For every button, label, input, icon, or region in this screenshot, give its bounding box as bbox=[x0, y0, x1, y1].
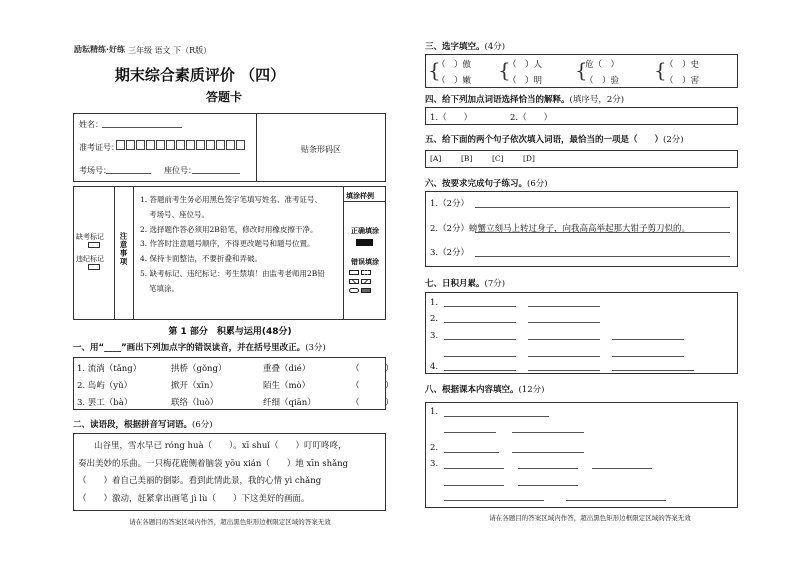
q3-score: (4分) bbox=[484, 42, 506, 52]
answer-line[interactable] bbox=[528, 356, 600, 357]
right-footer: 请在各题目的答案区域内作答，超出黑色矩形边框限定区域的答案无效 bbox=[489, 514, 691, 522]
answer-line[interactable] bbox=[475, 207, 730, 208]
q3-title: 三、选字填空。 bbox=[425, 42, 485, 52]
wrong-fill-samples bbox=[349, 268, 385, 295]
q5-options bbox=[430, 154, 535, 163]
note-item: 1. 答题前考生务必用黑色签字笔填写姓名、准考证号、 bbox=[140, 195, 323, 204]
q8-heading bbox=[425, 383, 544, 395]
q6-heading bbox=[425, 177, 548, 189]
q8-num: 1. bbox=[430, 407, 439, 417]
grade-label: 三年级 语文 下（R版） bbox=[128, 46, 212, 55]
seat-label: 座位号： bbox=[164, 166, 196, 175]
q7-num: 4. bbox=[430, 362, 439, 372]
answer-line[interactable] bbox=[444, 500, 544, 501]
brand-text: 励耘精练·好练 bbox=[74, 45, 126, 54]
q8-answer-box bbox=[425, 402, 738, 508]
answer-line[interactable] bbox=[592, 468, 652, 469]
notes-list bbox=[140, 193, 325, 297]
note-item: 2. 选择题作答必须用2B铅笔，修改时用橡皮擦干净。 bbox=[140, 224, 318, 234]
q1-score: (3分) bbox=[305, 343, 326, 353]
q1-row: 3. 罢工（bà） 联络（luò） 纤细（qiān） （ ） bbox=[77, 398, 394, 408]
option-a[interactable]: [A] bbox=[430, 154, 442, 163]
correct-fill-label: 正确填涂 bbox=[351, 227, 379, 235]
answer-line[interactable] bbox=[444, 485, 504, 486]
answer-line[interactable] bbox=[444, 356, 516, 357]
answer-line[interactable] bbox=[444, 339, 516, 340]
answer-line[interactable] bbox=[612, 356, 684, 357]
brace-icon: { bbox=[428, 58, 441, 82]
q3-heading bbox=[425, 40, 505, 52]
q3-row: （ ）嫩 （ ）明 （ ）验 （ ）害 bbox=[437, 76, 700, 86]
q7-num: 3. bbox=[430, 331, 439, 341]
q8-num: 2. bbox=[430, 443, 439, 453]
answer-line[interactable] bbox=[444, 416, 549, 417]
note-item: 考场号、座位号。 bbox=[149, 209, 209, 219]
note-item: 5. 缺考标记、违纪标记：考生禁填！由监考老师用2B铅 bbox=[140, 268, 325, 278]
wrong-fill-label: 错误填涂 bbox=[351, 258, 379, 266]
exam-no-label: 准考证号： bbox=[79, 143, 119, 152]
answer-line[interactable] bbox=[444, 432, 496, 433]
q7-num: 2. bbox=[430, 314, 439, 324]
q3-row: （ ）傲 （ ）人 危（ ） （ ）史 bbox=[437, 60, 700, 70]
q2-heading bbox=[73, 418, 213, 430]
q1-row: 1. 流淌（tǎng） 拱桥（gǒng） 重叠（dié） （ ） bbox=[77, 364, 394, 374]
answer-line[interactable] bbox=[444, 306, 516, 307]
absent-checkbox[interactable] bbox=[88, 242, 100, 248]
q4-title: 四、给下列加点词语选择恰当的解释。 bbox=[425, 95, 570, 105]
q5-score: (2分) bbox=[663, 135, 684, 145]
answer-line[interactable] bbox=[518, 485, 578, 486]
answer-line[interactable] bbox=[444, 468, 504, 469]
brace-icon: { bbox=[575, 58, 588, 82]
answer-line[interactable] bbox=[475, 256, 730, 257]
q2-score: (6分) bbox=[192, 420, 213, 430]
q2-line: （ ）激动，赶紧拿出画笔 jì lù（ ）下这美好的画面。 bbox=[78, 493, 310, 504]
q6-line-3: 3.（2分） bbox=[430, 248, 470, 258]
answer-line[interactable] bbox=[528, 339, 600, 340]
q7-title: 七、日积月累。 bbox=[425, 279, 485, 289]
q1-row: 2. 岛屿（yǔ） 掀开（xīn） 陌生（mò） （ ） bbox=[77, 381, 394, 391]
answer-line[interactable] bbox=[528, 322, 600, 323]
page-title: 期末综合素质评价 （四） bbox=[114, 66, 286, 84]
option-b[interactable]: [B] bbox=[461, 154, 473, 163]
exam-no-field[interactable] bbox=[116, 140, 246, 151]
q5-title: 五、给下面的两个句子依次填入词语，最恰当的一项是（ ） bbox=[425, 135, 664, 145]
answer-line[interactable] bbox=[528, 370, 600, 371]
q5-heading bbox=[425, 133, 684, 145]
brace-icon: { bbox=[654, 58, 667, 82]
q6-title: 六、按要求完成句子练习。 bbox=[425, 179, 528, 189]
correct-fill-sample bbox=[356, 239, 373, 246]
violation-label: 违纪标记 bbox=[76, 255, 104, 263]
q2-title: 二、读语段，根据拼音写词语。 bbox=[73, 420, 193, 430]
barcode-label: 贴条形码区 bbox=[301, 145, 341, 154]
left-footer: 请在各题目的答案区域内作答，超出黑色矩形边框限定区域的答案无效 bbox=[129, 518, 331, 526]
q6-line-1: 1.（2分） bbox=[430, 199, 470, 209]
q1-title: 一、用“____”画出下列加点字的错误读音，并在括号里改正。 bbox=[73, 343, 306, 353]
answer-line[interactable] bbox=[512, 452, 584, 453]
part1-title: 第 1 部分 积累与运用(48分) bbox=[168, 327, 292, 337]
name-label: 姓名： bbox=[79, 120, 103, 129]
seat-field[interactable] bbox=[192, 173, 240, 174]
q8-num: 3. bbox=[430, 459, 439, 469]
q4-score: (填序号，2分) bbox=[569, 95, 625, 105]
q8-score: (12分) bbox=[518, 385, 545, 395]
q7-score: (7分) bbox=[484, 279, 506, 289]
note-item: 4. 保持卡面整洁，不要折叠和弄破。 bbox=[140, 254, 263, 264]
answer-line[interactable] bbox=[612, 370, 694, 371]
barcode-box bbox=[256, 113, 386, 182]
fill-sample-title: 填涂样例 bbox=[346, 192, 374, 200]
brand-logo bbox=[74, 44, 125, 55]
name-field[interactable] bbox=[102, 127, 182, 128]
q6-score: (6分) bbox=[527, 179, 548, 189]
q7-num: 1. bbox=[430, 298, 439, 308]
q4-items: 1.（ ） 2.（ ） bbox=[430, 113, 553, 123]
q2-passage bbox=[78, 438, 348, 508]
q2-line: 山谷里，雪水早已 róng huà（ ）。xī shuǐ（ ）叮叮咚咚， bbox=[94, 441, 347, 451]
answer-line[interactable] bbox=[528, 306, 600, 307]
answer-line[interactable] bbox=[444, 452, 499, 453]
option-d[interactable]: [D] bbox=[523, 154, 535, 163]
brace-icon: { bbox=[498, 58, 511, 82]
answer-line[interactable] bbox=[475, 232, 730, 233]
q2-line: （ ）着自己美丽的倒影。看到此情此景，我的心情 yì chǎng bbox=[78, 476, 322, 486]
answer-line[interactable] bbox=[612, 339, 684, 340]
notes-title: 注意事项 bbox=[119, 232, 128, 266]
answer-line[interactable] bbox=[566, 500, 666, 501]
room-label: 考场号： bbox=[79, 166, 111, 175]
room-field[interactable] bbox=[106, 173, 151, 174]
q7-answer-box bbox=[425, 292, 738, 374]
note-item: 3. 作答时注意题号顺序，不得更改题号和题号位置。 bbox=[140, 239, 315, 249]
answer-line[interactable] bbox=[444, 322, 516, 323]
q2-line: 奏出美妙的乐曲。一只梅花鹿侧着脑袋 yōu xián（ ）地 xīn shǎng bbox=[78, 458, 349, 469]
note-item: 笔填涂。 bbox=[149, 283, 179, 293]
answer-line[interactable] bbox=[444, 370, 516, 371]
violation-checkbox[interactable] bbox=[88, 264, 100, 270]
answer-line[interactable] bbox=[512, 432, 584, 433]
q7-heading bbox=[425, 277, 505, 289]
answer-line[interactable] bbox=[518, 468, 578, 469]
q4-heading bbox=[425, 93, 624, 105]
q1-heading bbox=[73, 341, 326, 353]
q6-line-2: 2.（2分）螃蟹立刻马上转过身子，向我高高举起那大钳子剪刀似的。 bbox=[430, 224, 691, 234]
page-subtitle: 答题卡 bbox=[205, 90, 242, 104]
absent-label: 缺考标记 bbox=[76, 233, 104, 241]
option-c[interactable]: [C] bbox=[492, 154, 504, 163]
q8-title: 八、根据课本内容填空。 bbox=[425, 385, 519, 395]
